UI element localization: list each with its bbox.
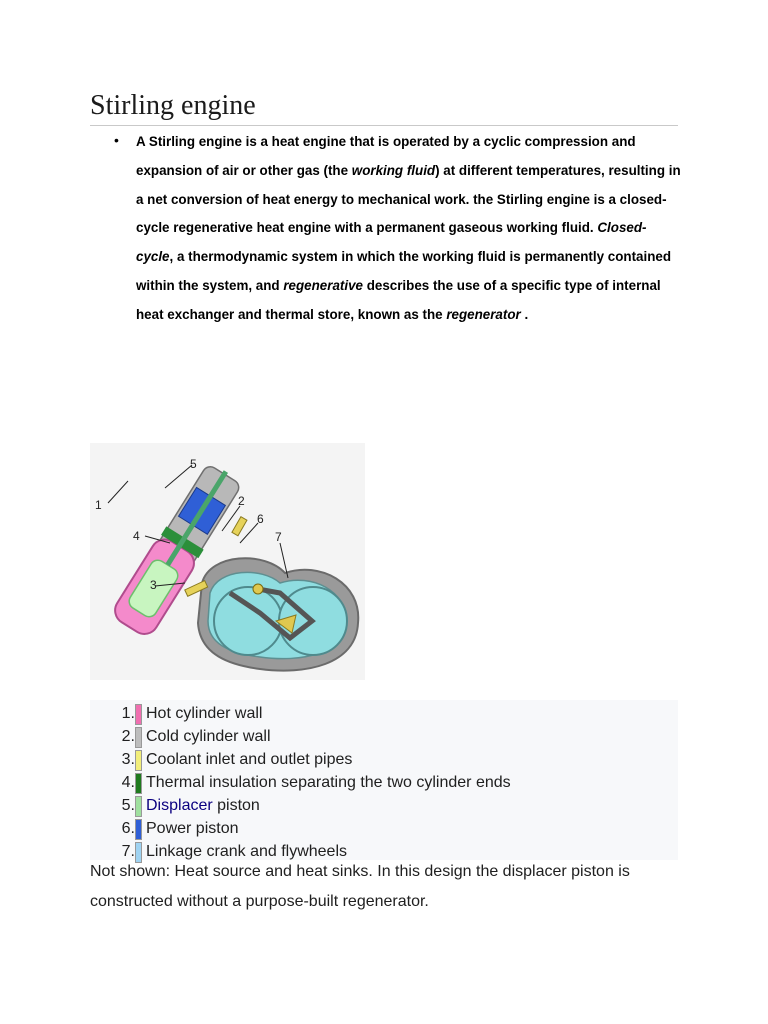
diagram-label-6: 6 [257,512,264,526]
diagram-label-1: 1 [95,498,102,512]
legend-number: 3. [121,751,135,768]
closed-cycle-term: Closed-cycle [136,220,647,265]
legend-label: Power piston [146,820,239,837]
color-swatch-insulation [135,773,142,794]
diagram-label-7: 7 [275,530,282,544]
page-title: Stirling engine [90,90,256,121]
color-swatch-coolant-pipes [135,750,142,771]
legend-label-suffix: piston [212,797,260,814]
paragraph-text-3: , a thermodynamic system in which the working fluid is permanently contained within the system, and [136,249,672,293]
stirling-engine-diagram [90,443,365,680]
legend-label [146,794,260,817]
legend-label: Cold cylinder wall [146,728,271,745]
legend-label: Hot cylinder wall [146,705,263,722]
legend-label: Thermal insulation separating the two cylinder ends [146,774,511,791]
regenerative-term: regenerative [283,277,363,293]
title-divider [90,125,678,126]
displacer-link[interactable]: Displacer [146,797,213,814]
diagram-label-2: 2 [238,494,245,508]
legend-number: 5. [121,797,135,814]
legend-number: 2. [121,728,135,745]
legend-number: 7. [121,843,135,860]
color-swatch-power-piston [135,819,142,840]
legend-list [90,700,678,860]
description-paragraph [136,128,681,330]
legend-label: Coolant inlet and outlet pipes [146,751,353,768]
diagram-label-5: 5 [190,457,197,471]
color-swatch-displacer [135,796,142,817]
legend-number: 1. [121,705,135,722]
paragraph-text-5: . [520,306,529,322]
paragraph-text-1: A Stirling engine is a heat engine that is operated by a cyclic compression and expansion of air or other gas (the [136,134,636,178]
legend-number: 4. [121,774,135,791]
diagram-label-4: 4 [133,529,140,543]
paragraph-text-2: ) at different temperatures, resulting in a net conversion of heat energy to mechanical work. the Stirling engine is a closed-cycle regenerative heat engine with a permanent gaseous working fluid. [136,162,681,236]
regenerator-term: regenerator [446,306,521,322]
legend-number: 6. [121,820,135,837]
color-swatch-hot-wall [135,704,142,725]
color-swatch-cold-wall [135,727,142,748]
working-fluid-term: working fluid [351,162,436,178]
paragraph-text-4: describes the use of a specific type of internal heat exchanger and thermal store, known as the [136,277,661,322]
legend-label: Linkage crank and flywheels [146,843,348,860]
bullet-icon: • [114,132,119,148]
diagram-label-3: 3 [150,578,157,592]
footnote: Not shown: Heat source and heat sinks. In this design the displacer piston is constructed without a purpose-built regenerator. [90,863,630,910]
